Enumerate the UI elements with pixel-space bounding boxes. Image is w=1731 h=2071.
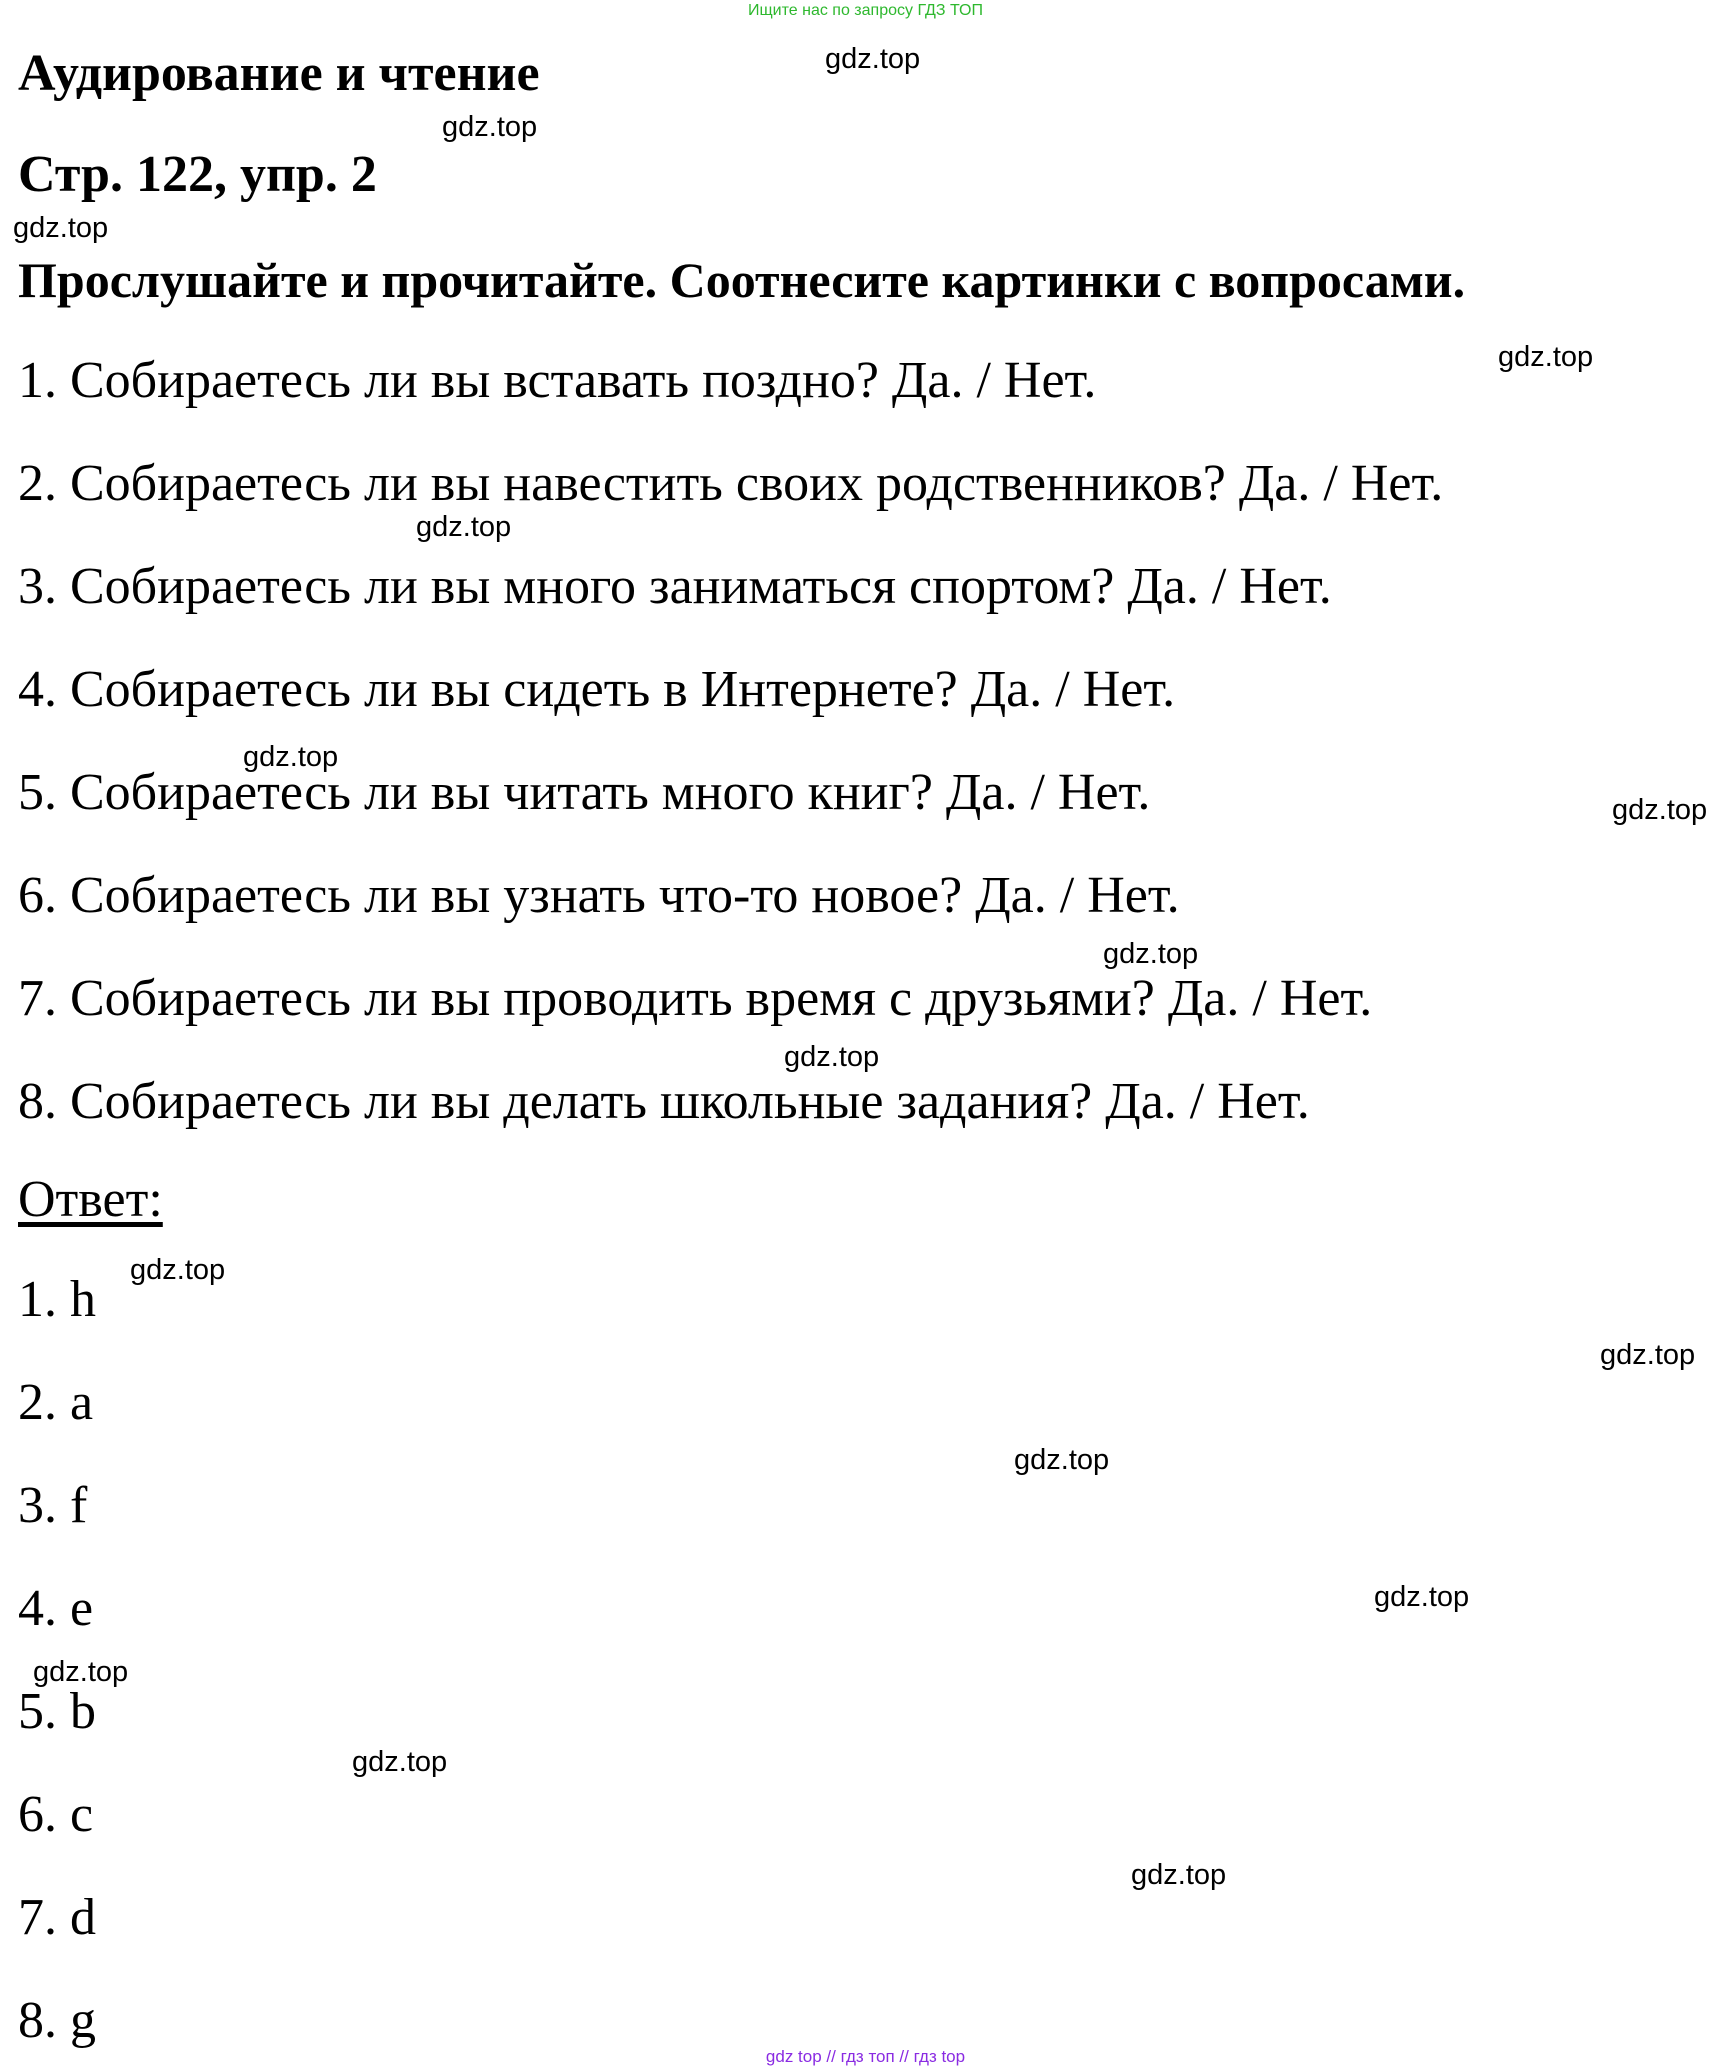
watermark: gdz.top bbox=[1131, 1859, 1227, 1891]
answer-label: Ответ: bbox=[18, 1171, 163, 1228]
watermark: gdz.top bbox=[33, 1656, 129, 1688]
answer-6: 6. c bbox=[18, 1786, 94, 1843]
question-2: 2. Собираетесь ли вы навестить своих родственников? Да. / Нет. bbox=[18, 455, 1444, 512]
watermark: gdz.top bbox=[1014, 1444, 1110, 1476]
watermark: gdz.top bbox=[1612, 794, 1708, 826]
question-5: 5. Собираетесь ли вы читать много книг? Да. / Нет. bbox=[18, 764, 1151, 821]
question-7: 7. Собираетесь ли вы проводить время с друзьями? Да. / Нет. bbox=[18, 970, 1373, 1027]
watermark: gdz.top bbox=[243, 741, 339, 773]
bottom-banner: gdz top // гдз топ // гдз top bbox=[765, 2047, 966, 2066]
answer-5: 5. b bbox=[18, 1683, 96, 1740]
watermark: gdz.top bbox=[1374, 1581, 1470, 1613]
section-heading: Аудирование и чтение bbox=[18, 45, 540, 102]
question-1: 1. Собираетесь ли вы вставать поздно? Да. / Нет. bbox=[18, 352, 1097, 409]
watermark: gdz.top bbox=[1600, 1339, 1696, 1371]
watermark: gdz.top bbox=[130, 1254, 226, 1286]
question-4: 4. Собираетесь ли вы сидеть в Интернете? Да. / Нет. bbox=[18, 661, 1176, 718]
watermark: gdz.top bbox=[784, 1041, 880, 1073]
answer-8: 8. g bbox=[18, 1992, 96, 2049]
answer-4: 4. e bbox=[18, 1580, 94, 1637]
question-6: 6. Собираетесь ли вы узнать что-то новое? Да. / Нет. bbox=[18, 867, 1180, 924]
watermark: gdz.top bbox=[1498, 341, 1594, 373]
watermark: gdz.top bbox=[352, 1746, 448, 1778]
watermark: gdz.top bbox=[416, 511, 512, 543]
question-8: 8. Собираетесь ли вы делать школьные задания? Да. / Нет. bbox=[18, 1073, 1310, 1130]
top-banner: Ищите нас по запросу ГДЗ ТОП bbox=[748, 2, 983, 19]
task-heading: Прослушайте и прочитайте. Соотнесите картинки с вопросами. bbox=[18, 252, 1466, 308]
answer-3: 3. f bbox=[18, 1477, 88, 1534]
exercise-heading: Стр. 122, упр. 2 bbox=[18, 146, 377, 203]
answer-1: 1. h bbox=[18, 1271, 96, 1328]
answer-2: 2. a bbox=[18, 1374, 94, 1431]
answer-7: 7. d bbox=[18, 1889, 96, 1946]
watermark: gdz.top bbox=[13, 212, 109, 244]
watermark: gdz.top bbox=[1103, 938, 1199, 970]
watermark: gdz.top bbox=[825, 43, 921, 75]
question-3: 3. Собираетесь ли вы много заниматься спортом? Да. / Нет. bbox=[18, 558, 1332, 615]
watermark: gdz.top bbox=[442, 111, 538, 143]
